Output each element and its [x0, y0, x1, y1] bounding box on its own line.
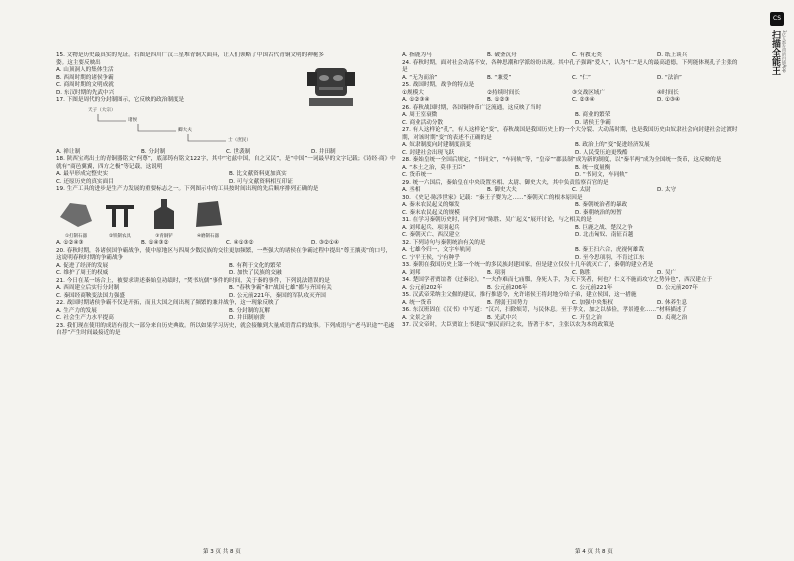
- q17-option-b[interactable]: B. 分封制: [141, 148, 166, 155]
- question-37: 37. 汉文帝时，大臣贾谊上书建议“驱民而归之农，皆著于本”，主张以农为本的政策是: [402, 322, 615, 328]
- question-26: 26. 春秋战国时期，各国铜钟币广泛流通，这反映了当时: [402, 104, 542, 111]
- q23-option-b[interactable]: B. 破釜沉舟: [487, 52, 517, 58]
- q23-option-c[interactable]: C. 有教无类: [572, 52, 602, 58]
- diagram-low: 卿大夫: [178, 127, 192, 133]
- exam-sheet: [40, 52, 758, 555]
- q24-option-b[interactable]: B. “兼爱”: [487, 74, 512, 81]
- q30-option-c[interactable]: C. 秦末农民起义的规模: [402, 209, 460, 216]
- q34-option-a[interactable]: A. 公元前202年: [402, 284, 443, 291]
- bronze-spade-image: [144, 197, 184, 231]
- q26-option-c[interactable]: C. 商业活动分散: [402, 119, 444, 126]
- q17-option-d[interactable]: D. 井田制: [311, 148, 336, 155]
- q26-option-b[interactable]: B. 商业的繁荣: [575, 112, 611, 118]
- q35-option-a[interactable]: A. 统一货币: [402, 299, 432, 306]
- q21-option-a[interactable]: A. 西周建立后实行分封制: [56, 285, 120, 291]
- tool-caption-4: ④磨制石器: [196, 233, 220, 239]
- q32-option-d[interactable]: D. 至今思项羽，不肯过江东: [575, 254, 645, 261]
- scanner-tagline: 3亿人都在用的扫描App: [782, 30, 787, 73]
- question-32: 32. 下列诗句与秦朝统治有关的是: [402, 239, 486, 246]
- q35-option-c[interactable]: C. 加强中央集权: [572, 299, 614, 306]
- q25-option-d[interactable]: D. ①③④: [657, 97, 680, 103]
- q29-option-a[interactable]: A. 丞相: [402, 187, 421, 193]
- q33-option-d[interactable]: D. 吴广: [657, 269, 677, 276]
- q21-option-c[interactable]: C. 秦国经商鞅变法国力强盛: [56, 292, 125, 299]
- q26-option-d[interactable]: D. 诸侯王争霸: [575, 119, 611, 126]
- q31-option-d[interactable]: D. 北击匈奴、南征百越: [575, 232, 634, 238]
- q22-option-c[interactable]: C. 社会生产力水平提高: [56, 315, 114, 321]
- question-17: 17. 下图是周代的分封制图示，它反映的政治制度是: [56, 97, 185, 103]
- q29-option-b[interactable]: B. 御史大夫: [487, 187, 517, 193]
- q34-option-c[interactable]: C. 公元前221年: [572, 284, 613, 291]
- q28-option-c[interactable]: C. 货币统一: [402, 172, 432, 178]
- q34-option-d[interactable]: D. 公元前207年: [657, 284, 698, 291]
- diagram-lines: [78, 107, 278, 147]
- question-22: 22. 战国时期诸侯争霸不仅是开拓，而且大国之间出现了频繁的兼并战争，这一现象反映了: [56, 300, 280, 306]
- question-18: 18. 陕西宝鸡出土的青铜器铭文“何尊”，底部铸有铭文122字，其中“宅兹中国，自之又民”，是“中国”一词最早的文字记载；《诗经·商》中就有“商邑翼翼，四方之极”等记载，这说明: [56, 156, 396, 170]
- q25-option-b[interactable]: B. ①②③: [487, 97, 510, 103]
- q15-option-b[interactable]: B. 西周时期的诸侯争霸: [56, 74, 114, 81]
- diagram-mid: 诸侯: [128, 117, 138, 123]
- q24-option-d[interactable]: D. “法治”: [657, 74, 682, 81]
- bronze-mask-image: [301, 60, 361, 110]
- q20-option-c[interactable]: C. 维护了周王的权威: [56, 270, 109, 276]
- q19-option-d[interactable]: D. ③②①④: [311, 240, 339, 246]
- q36-option-d[interactable]: D. 贞观之治: [657, 314, 688, 321]
- tool-caption-2: ②铁制农具: [108, 233, 132, 239]
- diagram-bottom: 士（庶民）: [228, 137, 251, 143]
- question-21: 21. 今日在某一场合上，被要求讲述秦始皇功绩时，“焚书坑儒”事件的时间，关于秦的事件，下列说法错误的是: [56, 277, 330, 284]
- q20-option-b[interactable]: B. 有利于文化的繁荣: [229, 262, 282, 269]
- question-30: 30. 《史记·陈涉世家》记载：“秦王子婴为之……”秦朝灭亡的根本原因是: [402, 194, 583, 201]
- question-19: 19. 生产工具的进步是生产力发展的重要标志之一。下列图示中的工具按时间出现的先后顺序排列正确的是: [56, 186, 319, 192]
- q21-option-d[interactable]: D. 公元前221年，秦国的军队攻灭齐国: [229, 292, 326, 299]
- scanner-watermark: [766, 8, 788, 118]
- tool-caption-3: ③青铜铲: [155, 233, 173, 239]
- q34-option-b[interactable]: B. 公元前206年: [487, 284, 528, 291]
- scanner-name: 扫描全能王: [770, 30, 780, 75]
- q19-option-c[interactable]: C. ④①③②: [226, 240, 254, 246]
- q20-option-a[interactable]: A. 促进了经济的发展: [56, 262, 109, 269]
- q24-option-c[interactable]: C. “仁”: [572, 74, 591, 81]
- fengjian-diagram: [78, 107, 396, 147]
- q18-option-c[interactable]: C. 还原历史的真实面目: [56, 178, 114, 185]
- q19-option-b[interactable]: B. ①④③②: [141, 240, 169, 246]
- q25-option-c[interactable]: C. ②③④: [572, 97, 595, 103]
- question-29: 29. 统一六国后，秦始皇在中央设置丞相、太尉、御史大夫，其中负责监察百官的是: [402, 179, 609, 186]
- q36-option-a[interactable]: A. 文景之治: [402, 314, 432, 321]
- page-number-right: 第 4 页 共 8 页: [575, 549, 613, 555]
- q22-option-b[interactable]: B. 分封制的瓦解: [229, 307, 270, 314]
- page-3-column: [56, 52, 396, 542]
- question-28: 28. 秦始皇统一全国后规定，“书同文”，“车同轨”等，“皇帝”“郡县制”成为新的制度，以“秦半两”成为全国统一货币，这反映的是: [402, 157, 722, 163]
- q15-option-a[interactable]: A. 山顶洞人的集体生活: [56, 67, 114, 73]
- q28-option-a[interactable]: A. “本土之治，莫非王臣”: [402, 164, 466, 171]
- q31-option-b[interactable]: B. 巨鹿之战、楚汉之争: [575, 224, 633, 231]
- q15-option-d[interactable]: D. 东汉时期的先武中兴: [56, 89, 115, 96]
- question-33: 33. 秦朝在我国历史上第一个统一的多民族封建国家，但是建立仅仅十几年就灭亡了，秦朝的建立者是: [402, 262, 654, 268]
- question-31: 31. 在学习秦朝历史时，同学们对“陈胜、吴广起义”展开讨论，与之相关的是: [402, 217, 592, 223]
- q25-item-1: ①规模大: [402, 89, 424, 96]
- q18-option-b[interactable]: B. 比文献资料更加真实: [229, 171, 287, 177]
- q18-option-a[interactable]: A. 最早形成完整史实: [56, 171, 109, 177]
- q33-option-b[interactable]: B. 项羽: [487, 269, 506, 276]
- q15-option-c[interactable]: C. 商周时期的文明成就: [56, 82, 114, 88]
- q18-option-d[interactable]: D. 可与文献资料相互印证: [229, 178, 293, 185]
- q27-option-a[interactable]: A. 奴隶制度向封建制度演变: [402, 142, 471, 148]
- q25-item-4: ④时间长: [657, 89, 679, 96]
- stone-tool-image: [56, 197, 96, 231]
- q25-item-3: ③交战区域广: [572, 89, 605, 96]
- diagram-top: 天子（大宗）: [88, 107, 116, 113]
- q32-option-b[interactable]: B. 秦王扫六合，虎视何雄哉: [575, 247, 644, 253]
- question-24: 24. 春秋时期，面对社会动荡不安，各种思潮和学派纷纷出现。其中孔子强调“爱人”，认为“仁”是人的最高道德，下列能体现孔子主张的是: [402, 59, 738, 73]
- q30-option-a[interactable]: A. 秦末农民起义的爆发: [402, 202, 460, 208]
- q22-option-d[interactable]: D. 井田制崩溃: [229, 315, 265, 321]
- q30-option-b[interactable]: B. 秦朝统治者的暴政: [575, 202, 628, 208]
- q20-option-d[interactable]: D. 加快了民族的交融: [229, 270, 282, 276]
- q31-option-a[interactable]: A. 刘邦起兵、项羽起兵: [402, 224, 460, 231]
- question-23: 23. 我们现在使用的成语有很大一部分来自历史典故。所以如果学习历史，就会接触到大量成语背后的故事。下列成语与“老马识途”“毛遂自荐”产生时间最接近的是: [56, 322, 395, 336]
- question-20: 20. 春秋时期，各诸侯国争霸战争，使中原地区与四周少数民族的交往更加频繁，一些强大的诸侯在争霸过程中提出“尊王攘夷”的口号，这说明春秋时期的争霸战争: [56, 247, 392, 261]
- q26-option-a[interactable]: A. 周王室衰微: [402, 112, 438, 118]
- q27-option-c[interactable]: C. 封建社会出现飞跃: [402, 149, 455, 156]
- page-number-left: 第 3 页 共 8 页: [203, 549, 241, 555]
- q17-option-c[interactable]: C. 世袭制: [226, 148, 251, 155]
- question-36: 36. 东汉班固在《汉书》中写道：“汉兴，扫除烦苛，与民休息。至于孝文，加之以恭俭，孝景遵业……”材料描述了: [402, 307, 687, 313]
- q25-option-a[interactable]: A. ①②③④: [402, 97, 430, 103]
- q36-option-b[interactable]: B. 光武中兴: [487, 314, 517, 321]
- q22-option-a[interactable]: A. 生产力的发展: [56, 307, 97, 314]
- q19-option-a[interactable]: A. ①②④③: [56, 240, 84, 246]
- q32-option-a[interactable]: A. 七雄今归一，文字车轨同: [402, 247, 471, 253]
- q31-option-c[interactable]: C. 秦朝灭亡、西汉建立: [402, 232, 460, 238]
- q35-option-d[interactable]: D. 休养生息: [657, 299, 688, 306]
- page-4-column: [402, 52, 742, 542]
- q35-option-b[interactable]: B. 削弱王国势力: [487, 299, 528, 306]
- tool-caption-1: ①打制石器: [64, 233, 88, 239]
- question-25: 25. 战国时期，战争的特点是: [402, 82, 475, 88]
- q17-option-a[interactable]: A. 禅让制: [56, 148, 81, 155]
- tool-images: [56, 197, 396, 231]
- q25-item-2: ②持续时间长: [487, 89, 520, 96]
- question-34: 34. 楚国学者贾谊著《过秦论》，“一夫作难而七庙隳，身死人手，为天下笑者，何也？仁义不施而攻守之势异也”，西汉建立于: [402, 277, 713, 283]
- q32-option-c[interactable]: C. 宁平王侯，宁有种乎: [402, 254, 460, 261]
- iron-tool-image: [100, 197, 140, 231]
- q33-option-a[interactable]: A. 刘邦: [402, 269, 421, 276]
- q23-option-d[interactable]: D. 纸上谈兵: [657, 52, 688, 58]
- scanner-logo-icon: CS: [770, 12, 784, 26]
- q30-option-d[interactable]: D. 秦朝统治的短暂: [575, 209, 623, 216]
- q24-option-a[interactable]: A. “无为而治”: [402, 74, 438, 81]
- q33-option-c[interactable]: C. 陈胜: [572, 269, 591, 276]
- q28-option-b[interactable]: B. 统一度量衡: [575, 164, 611, 171]
- q23-option-a[interactable]: A. 指鹿为马: [402, 52, 432, 58]
- q36-option-c[interactable]: C. 开皇之治: [572, 314, 602, 321]
- q28-option-d[interactable]: D. “书同文，车同轨”: [575, 172, 628, 178]
- q29-option-c[interactable]: C. 太尉: [572, 187, 591, 193]
- question-27: 27. 有人这样论“孔”，有人这样论“变”，春秋战国是我国历史上的一个大分裂、大动荡时期，也是我国历史由奴隶社会向封建社会过渡时期，对该时期“变”的表述不正确的是: [402, 127, 738, 141]
- q27-option-d[interactable]: D. 人民受压迫更残酷: [575, 149, 628, 156]
- question-15: 15. 文物是历史最真实的见证。右图是四川广汉三星堆青铜大面具，让人们领略了中国古代青铜文明的神秘多姿。这主要反映出: [56, 52, 324, 66]
- q27-option-b[interactable]: B. 政治上的“变”促进经济发展: [575, 142, 650, 148]
- question-35: 35. 汉武帝采纳主父偃的建议，推行推恩令，允许诸侯王将封地分给子弟，建立侯国，这一措施: [402, 292, 637, 298]
- polished-stone-image: [188, 197, 228, 231]
- q21-option-b[interactable]: B. “春秋争霸”和“战国七雄”都与齐国有关: [229, 285, 332, 291]
- q29-option-d[interactable]: D. 太守: [657, 187, 677, 193]
